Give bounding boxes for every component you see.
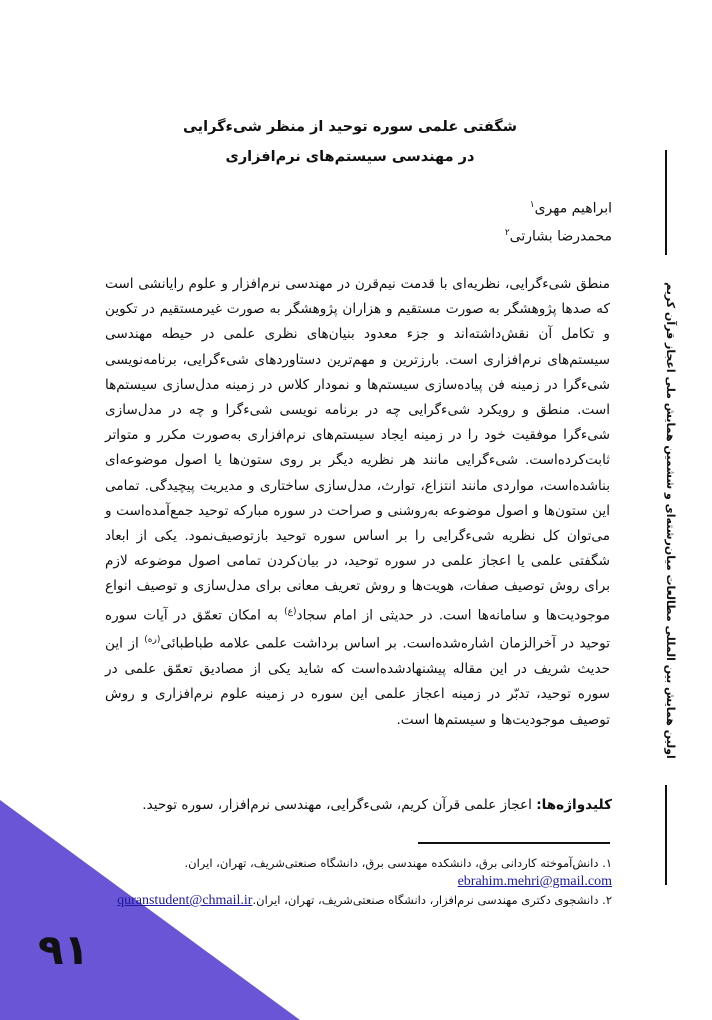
- title-line-1: شگفتی علمی سوره توحید از منظر شیءگرایی: [183, 119, 517, 135]
- footnote-2: [117, 893, 612, 909]
- title-line-2: در مهندسی سیستم‌های نرم‌افزاری: [225, 149, 475, 165]
- footnote-mark: ۱: [529, 200, 535, 210]
- paper-title: [150, 112, 550, 172]
- abstract-paragraph: [105, 272, 610, 733]
- page-number: ۹۱: [38, 925, 90, 974]
- author-name: ابراهیم مهری: [534, 200, 612, 217]
- honorific-mark: (ره): [144, 635, 161, 646]
- keywords-label: کلیدواژه‌ها:: [536, 797, 612, 813]
- abstract-text-part-2: به امکان تعمّق در آیات سوره توحید در آخرالزمان اشاره‌شده‌است. بر اساس برداشت علمی علامه طباطبائی: [105, 607, 610, 652]
- footnote-1: ۱. دانش‌آموخته کاردانی برق، دانشکده مهندسی برق، دانشگاه صنعتی‌شریف، تهران، ایران.: [184, 856, 612, 870]
- footnote-1-email-line: [458, 874, 612, 890]
- email-link-1[interactable]: ebrahim.mehri@gmail.com: [457, 874, 612, 889]
- footnote-separator: [418, 842, 610, 844]
- abstract-text-part-1: منطق شیءگرایی، نظریه‌ای با قدمت نیم‌قرن در مهندسی نرم‌افزار و علوم رایانشی است که صدها پژوهشگر به صورت مستقیم و هزاران پژوهشگر به صورت غیرمستقیم در تکوین و تکامل آن نقش‌داشته‌اند و جزء معدود بنیان‌های نظری علمی در حیطه مهندسی سیستم‌های نرم‌افزاری است. بارزترین و مهم‌ترین دستاوردهای شیءگرایی، برنامه‌نویسی شیءگرا در زمینه فن پیاده‌سازی سیستم‌ها و نمودار کلاس در زمینه مدل‌سازی سیستم‌ها است. منطق و رویکرد شیءگرایی چه در برنامه نویسی شیءگرا و چه در مدل‌سازی شیءگرا موفقیت خود را در زمینه ایجاد سیستم‌های نرم‌افزاری به‌صورت مکرر و متواتر ثابت‌کرده‌است. شیءگرایی مانند هر نظریه دیگر بر روی ستون‌ها یا اصول موضوعه‌ای بناشده‌است، مواردی مانند انتزاع، توارث، مدل‌سازی ساختاری و مدیریت پیچیدگی. تمامی این ستون‌ها و اصول موضوعه به‌روشنی و صراحت در سوره مبارکه توحید جمع‌آمده‌است و می‌توان کل نظریه شیءگرایی را بر اساس سوره توحید بازتوصیف‌نمود. یکی از ابعاد شگفتی علمی یا اعجاز علمی در سوره توحید، در بیان‌کردن تمامی اصول موضوعه لازم برای روش توصیف صفات، هویت‌ها و روش تعریف معانی برای مدل‌سازی و توصیف انواع موجودیت‌ها و سامانه‌ها است. در حدیثی از امام سجاد: [105, 276, 610, 624]
- conference-side-text: اولین همایش بین المللی مطالعات میان‌رشته‌ای و ششمین همایش ملی اعجاز قرآن کریم: [664, 282, 677, 759]
- keywords-text: اعجاز علمی قرآن کریم، شیءگرایی، مهندسی نرم‌افزار، سوره توحید.: [142, 797, 537, 813]
- author-name: محمدرضا بشارتی: [509, 228, 612, 245]
- keywords-line: [107, 797, 612, 813]
- author-1: [505, 193, 612, 221]
- author-list: [505, 193, 612, 248]
- footnote-mark: ۲: [504, 227, 510, 238]
- footnote-2-text: ۲. دانشجوی دکتری مهندسی نرم‌افزار، دانشگاه صنعتی‌شریف، تهران، ایران.: [252, 893, 612, 907]
- side-rule-bottom: [665, 785, 667, 885]
- author-2: [505, 221, 612, 249]
- honorific-mark: (ع): [284, 606, 297, 617]
- side-rule-top: [665, 150, 667, 255]
- email-link-2[interactable]: quranstudent@chmail.ir: [117, 893, 253, 908]
- abstract-text-part-3: از این حدیث شریف در این مقاله پیشنهادشده‌است که شاید یکی از مصادیق تعمّق علمی در سوره توحید، تدبّر در زمینه اعجاز علمی این سوره در زمینه علوم نرم‌افزاری و روش توصیف موجودیت‌ها و سیستم‌ها است.: [105, 635, 610, 728]
